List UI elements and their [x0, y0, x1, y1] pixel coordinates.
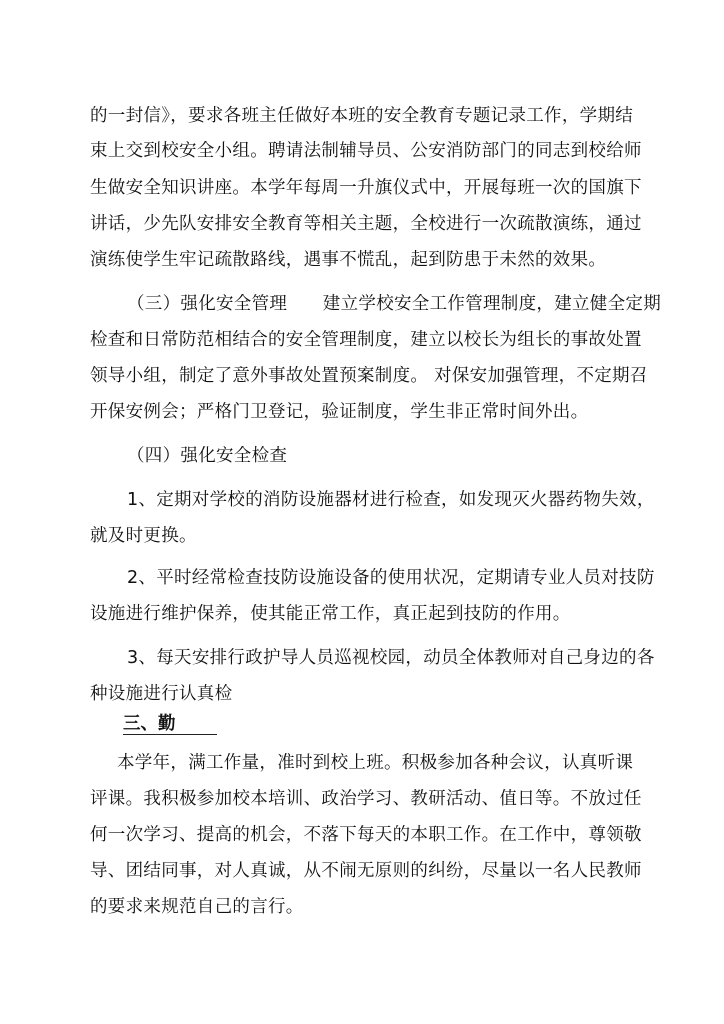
text-line: 检查和日常防范相结合的安全管理制度，建立以校长为组长的事故处置	[90, 330, 642, 350]
text-line: （三）强化安全管理 建立学校安全工作管理制度，建立健全定期	[127, 294, 661, 314]
section-heading: 三、勤	[123, 714, 176, 734]
text-line: 1、定期对学校的消防设施器材进行检查，如发现灭火器药物失效，	[127, 490, 655, 510]
text-line: 讲话，少先队安排安全教育等相关主题，全校进行一次疏散演练，通过	[90, 214, 642, 234]
text-line: 3、每天安排行政护导人员巡视校园，动员全体教师对自己身边的各	[127, 648, 655, 668]
text-line: 评课。我积极参加校本培训、政治学习、教研活动、值日等。不放过任	[90, 789, 642, 809]
text-line: （四）强化安全检查	[127, 446, 288, 466]
text-line: 何一次学习、提高的机会，不落下每天的本职工作。在工作中，尊领敬	[90, 825, 642, 845]
text-line: 种设施进行认真检	[90, 684, 233, 704]
text-line: 生做安全知识讲座。本学年每周一升旗仪式中，开展每班一次的国旗下	[90, 178, 642, 198]
text-line: 演练使学生牢记疏散路线，遇事不慌乱，起到防患于未然的效果。	[90, 250, 607, 270]
text-line: 领导小组，制定了意外事故处置预案制度。 对保安加强管理，不定期召	[90, 366, 648, 386]
text-line: 开保安例会；严格门卫登记，验证制度，学生非正常时间外出。	[90, 402, 589, 422]
text-line: 本学年，满工作量，准时到校上班。积极参加各种会议，认真听课	[117, 753, 634, 773]
heading-underline	[123, 734, 217, 735]
text-line: 束上交到校安全小组。聘请法制辅导员、公安消防部门的同志到校给师	[90, 141, 642, 161]
text-line: 就及时更换。	[90, 526, 197, 546]
text-line: 设施进行维护保养，使其能正常工作，真正起到技防的作用。	[90, 604, 571, 624]
text-line: 导、团结同事，对人真诚，从不闹无原则的纠纷，尽量以一名人民教师	[90, 861, 642, 881]
text-line: 的一封信》，要求各班主任做好本班的安全教育专题记录工作，学期结	[90, 106, 634, 126]
text-line: 2、平时经常检查技防设施设备的使用状况，定期请专业人员对技防	[127, 568, 655, 588]
text-line: 的要求来规范自己的言行。	[90, 897, 304, 917]
